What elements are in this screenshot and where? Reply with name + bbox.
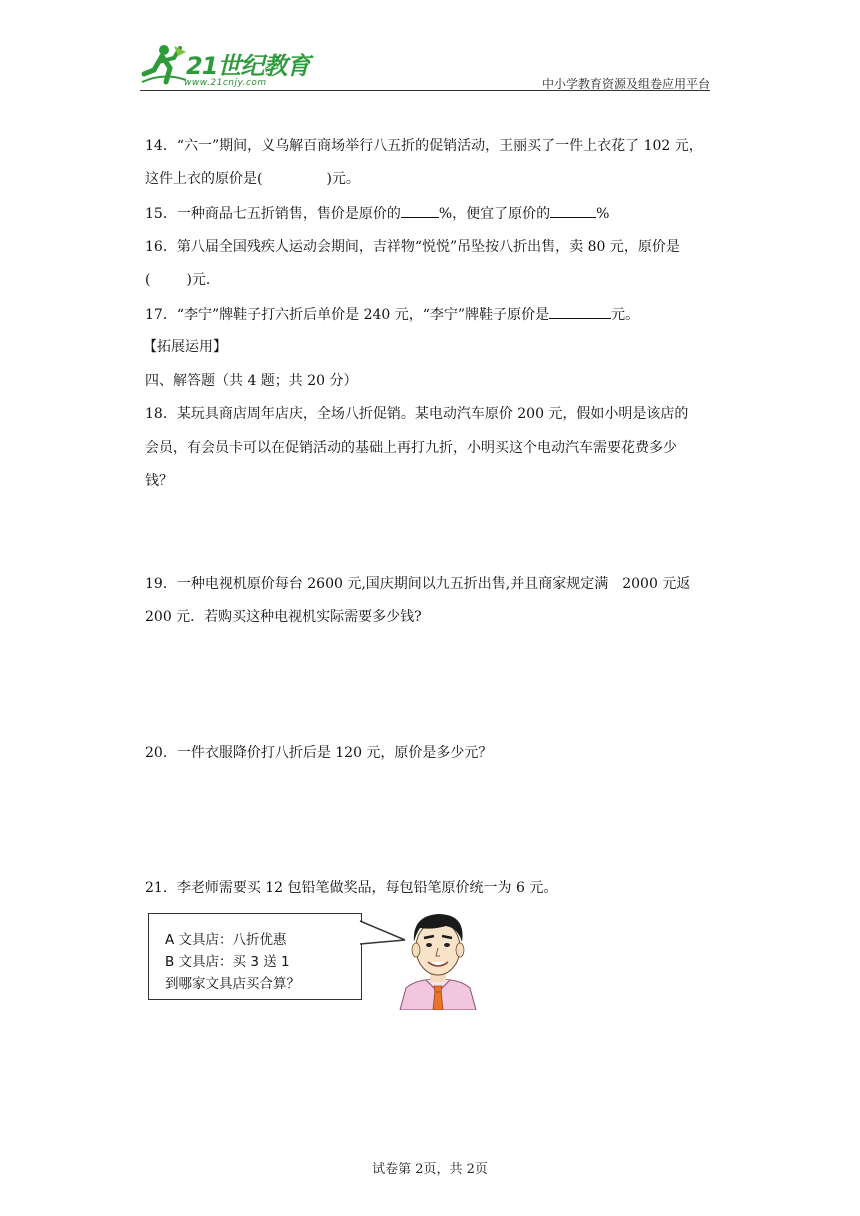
question-14-line-1: 14．“六一”期间，义乌解百商场举行八五折的促销活动，王丽买了一件上衣花了 102 元， [145, 138, 703, 154]
question-18-line-2: 会员，有会员卡可以在促销活动的基础上再打九折，小明买这个电动汽车需要花费多少 [145, 440, 677, 456]
question-16-line-1: 16．第八届全国残疾人运动会期间，吉祥物“悦悦”吊坠按八折出售，卖 80 元，原价是 [145, 239, 680, 255]
question-19-line-2: 200 元．若购买这种电视机实际需要多少钱? [145, 609, 422, 625]
section-extend-title: 【拓展运用】 [143, 339, 227, 355]
answer-underline [550, 203, 596, 218]
runner-logo-icon [140, 42, 188, 88]
answer-underline [549, 304, 611, 319]
logo [140, 40, 320, 90]
question-16-text-b: )元． [186, 272, 220, 288]
question-18-line-1: 18．某玩具商店周年店庆，全场八折促销。某电动汽车原价 200 元，假如小明是该店的 [145, 406, 689, 422]
question-17 [145, 304, 715, 325]
teacher-illustration [396, 908, 480, 1010]
question-14-text-b: )元。 [326, 171, 360, 187]
question-20: 20．一件衣服降价打八折后是 120 元，原价是多少元？ [145, 745, 493, 761]
question-15-text-b: %，便宜了原价的 [438, 206, 551, 222]
question-16-line-2 [145, 270, 715, 290]
question-15-text-a: 15．一种商品七五折销售，售价是原价的 [145, 206, 401, 222]
bubble-line-a: A 文具店：八折优惠 [165, 932, 287, 948]
question-17-text-a: 17．“李宁”牌鞋子打六折后单价是 240 元，“李宁”牌鞋子原价是 [145, 307, 550, 323]
speech-bubble [148, 913, 362, 1000]
answer-underline [401, 203, 439, 218]
page-header [140, 40, 710, 90]
question-19-line-1: 19．一种电视机原价每台 2600 元,国庆期间以九五折出售,并且商家规定满 2000 元返 [145, 576, 691, 592]
question-14-line-2 [145, 169, 715, 189]
logo-text: 21世纪教育 [186, 52, 310, 80]
question-15-text-c: % [596, 206, 610, 222]
bubble-line-b: B 文具店：买 3 送 1 [165, 954, 290, 970]
page-footer: 试卷第 2页，共 2页 [372, 1162, 488, 1177]
section-four-title: 四、解答题（共 4 题；共 20 分） [145, 373, 358, 389]
question-17-text-b: 元。 [611, 307, 640, 323]
header-divider [140, 90, 710, 91]
question-14-text-a: 这件上衣的原价是( [145, 171, 263, 187]
logo-url: www.21cnjy.com [184, 78, 267, 88]
question-16-text-a: ( [145, 272, 151, 288]
question-15 [145, 203, 715, 224]
platform-name: 中小学教育资源及组卷应用平台 [541, 77, 710, 91]
question-18-line-3: 钱？ [145, 473, 173, 489]
question-21: 21．李老师需要买 12 包铅笔做奖品，每包铅笔原价统一为 6 元。 [145, 880, 558, 896]
bubble-line-c: 到哪家文具店买合算？ [165, 976, 300, 992]
